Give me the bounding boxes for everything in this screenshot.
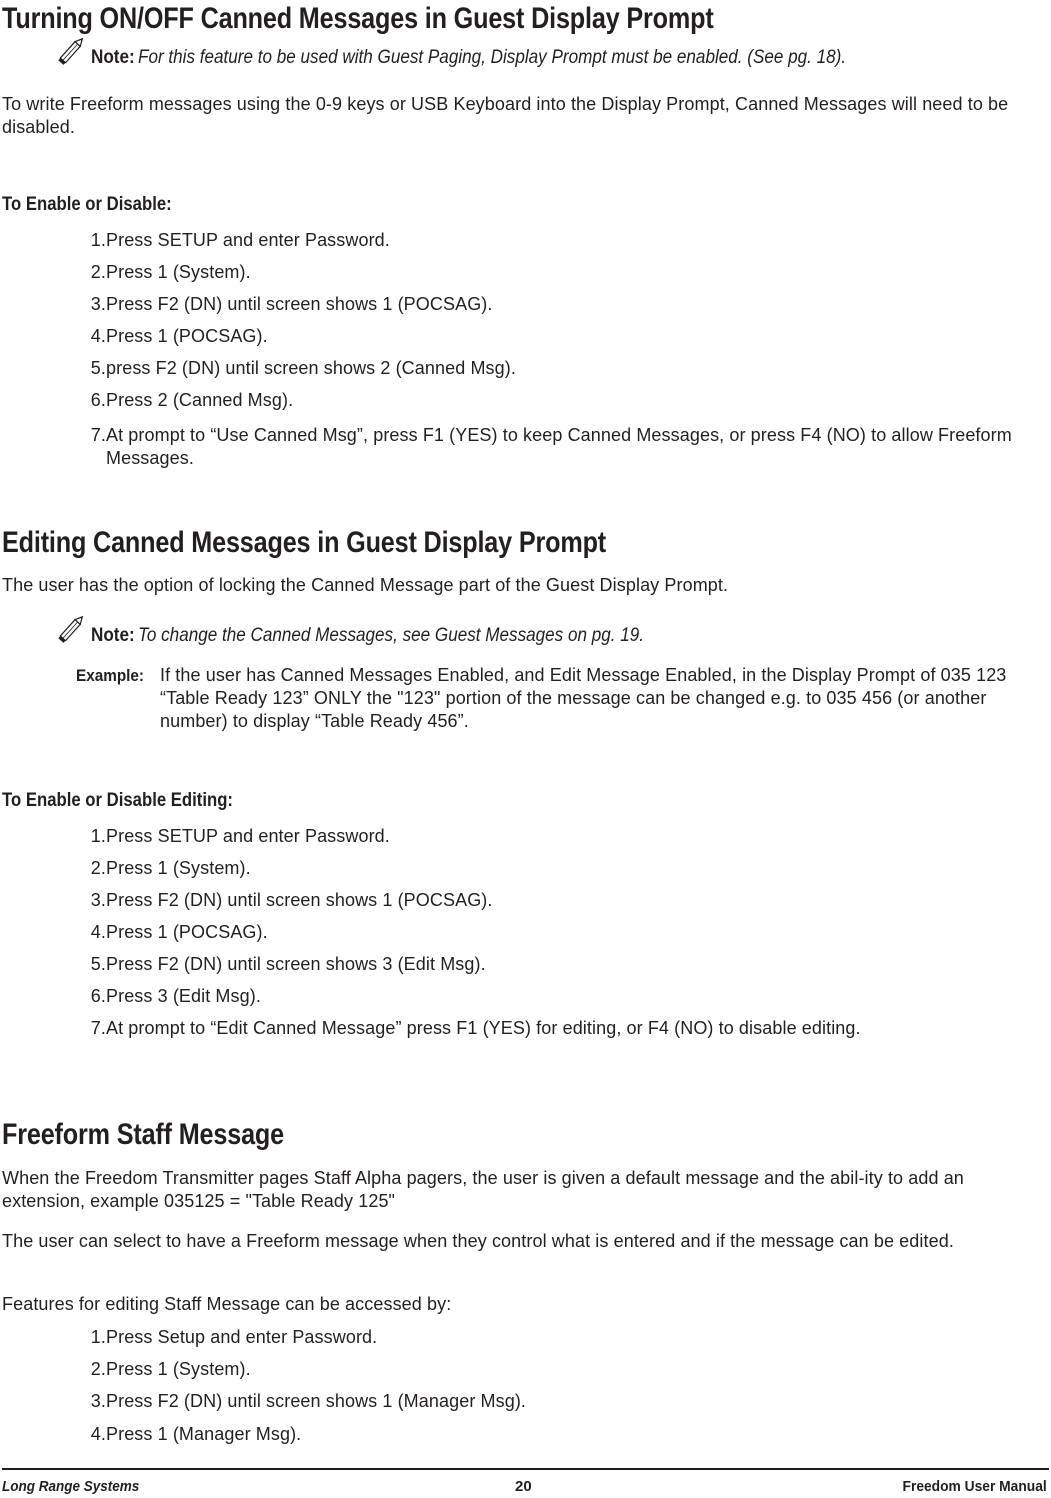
step-item: 3. Press F2 (DN) until screen shows 1 (POCSAG). <box>90 294 493 314</box>
footer-divider <box>2 1468 1049 1470</box>
subheading-enable-disable: To Enable or Disable: <box>2 194 172 215</box>
note-label: Note: <box>91 47 135 68</box>
step-item: 2. Press 1 (System). <box>90 858 251 878</box>
section-title-canned-onoff: Turning ON/OFF Canned Messages in Guest Display Prompt <box>2 2 714 35</box>
step-item: 2. Press 1 (System). <box>90 262 251 282</box>
step-item: 5. Press F2 (DN) until screen shows 3 (Edit Msg). <box>90 954 486 974</box>
paragraph: The user can select to have a Freeform message when they control what is entered and if the message can be edited. <box>2 1231 954 1251</box>
step-item: 1. Press Setup and enter Password. <box>90 1327 378 1347</box>
paragraph: Features for editing Staff Message can be accessed by: <box>2 1294 452 1314</box>
step-item: 7. At prompt to “Use Canned Msg”, press F1 (YES) to keep Canned Messages, or press F4 (NO) to allow Freeform Messages. <box>90 425 1012 468</box>
example-label: Example: <box>76 666 145 685</box>
step-item: 7. At prompt to “Edit Canned Message” press F1 (YES) for editing, or F4 (NO) to disable editing. <box>90 1018 861 1038</box>
example-text: If the user has Canned Messages Enabled, and Edit Message Enabled, in the Display Prompt of 035 123 “Table Ready 123” ONLY the "123" portion of the message can be changed e.g. to 035 456 (or another number) to display “Table Ready 456”. <box>160 665 1007 731</box>
step-item: 1. Press SETUP and enter Password. <box>90 230 390 250</box>
intro-paragraph: The user has the option of locking the Canned Message part of the Guest Display Prompt. <box>2 575 729 595</box>
step-item: 3. Press F2 (DN) until screen shows 1 (Manager Msg). <box>90 1391 527 1411</box>
note-label: Note: <box>91 625 135 646</box>
subheading-enable-disable-editing: To Enable or Disable Editing: <box>2 790 234 811</box>
step-item: 5. press F2 (DN) until screen shows 2 (Canned Msg). <box>90 358 516 378</box>
section-title-freeform-staff: Freeform Staff Message <box>2 1118 285 1151</box>
pencil-icon <box>55 611 89 647</box>
step-item: 4. Press 1 (POCSAG). <box>90 922 268 942</box>
example-block <box>76 664 1048 733</box>
footer-manual-title: Freedom User Manual <box>902 1478 1047 1495</box>
intro-paragraph: To write Freeform messages using the 0-9 keys or USB Keyboard into the Display Prompt, Canned Messages will need to be disabled. <box>2 94 1009 137</box>
step-item: 1. Press SETUP and enter Password. <box>90 826 390 846</box>
step-item: 6. Press 3 (Edit Msg). <box>90 986 261 1006</box>
note-text: For this feature to be used with Guest Paging, Display Prompt must be enabled. (See pg. 18). <box>137 47 846 68</box>
note-text: To change the Canned Messages, see Guest Messages on pg. 19. <box>137 625 644 646</box>
step-item: 4. Press 1 (POCSAG). <box>90 326 268 346</box>
section-title-editing-canned: Editing Canned Messages in Guest Display Prompt <box>2 526 607 559</box>
step-item: 6. Press 2 (Canned Msg). <box>90 390 294 410</box>
pencil-icon <box>55 33 89 69</box>
paragraph: When the Freedom Transmitter pages Staff Alpha pagers, the user is given a default message and the abil-ity to add an extension, example 035125 = "Table Ready 125" <box>2 1168 964 1211</box>
step-item: 3. Press F2 (DN) until screen shows 1 (POCSAG). <box>90 890 493 910</box>
note-guest-paging <box>55 33 924 69</box>
note-guest-messages <box>55 611 700 647</box>
page-number: 20 <box>515 1478 532 1495</box>
step-item: 4. Press 1 (Manager Msg). <box>90 1424 302 1444</box>
step-item: 2. Press 1 (System). <box>90 1359 251 1379</box>
footer-company: Long Range Systems <box>2 1478 140 1495</box>
